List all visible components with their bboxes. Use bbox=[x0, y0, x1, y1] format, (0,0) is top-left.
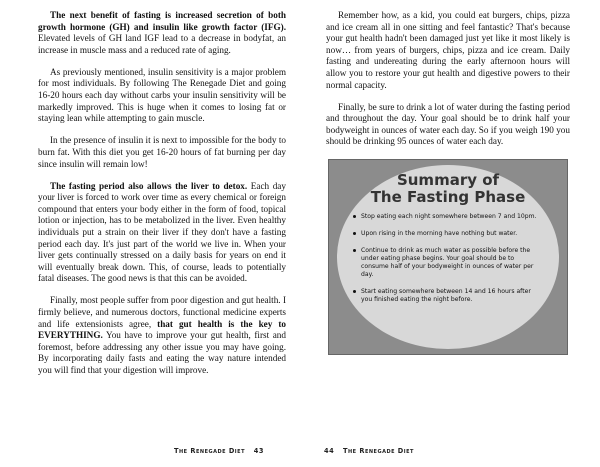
paragraph-emphasis: that gut health is the key to EVERYTHING. bbox=[38, 318, 286, 341]
paragraph: Remember how, as a kid, you could eat burgers, chips, pizza and ice cream all in one sitting and feel fantastic? That's because your gut health hadn't been damaged just yet like it most likely is now… from years of burgers, chips, pizza and ice cream. Daily fasting and undereating during the early afternoon hours will allow you to restore your gut health and digestive powers to their normal capacity. bbox=[326, 10, 570, 90]
summary-item-text: Upon rising in the morning have nothing but water. bbox=[361, 229, 518, 237]
running-title: The Renegade Diet bbox=[342, 447, 414, 455]
paragraph bbox=[38, 10, 286, 56]
paragraph: Finally, be sure to drink a lot of water during the fasting period and throughout the day. Your goal should be to drink half your bodyweight in ounces of water each day. So if you weigh 190 you should be drinking 95 ounces of water each day. bbox=[326, 101, 570, 147]
page-number: 43 bbox=[253, 447, 264, 455]
summary-item-text: Start eating somewhere between 14 and 16 hours after you finished eating the night before. bbox=[361, 287, 531, 303]
summary-item bbox=[353, 230, 543, 238]
paragraph-lead: The next benefit of fasting is increased secretion of both growth hormone (GH) and insulin like growth factor (IFG). bbox=[38, 10, 286, 32]
summary-item bbox=[353, 288, 543, 304]
right-page-text bbox=[326, 10, 570, 148]
paragraph-text: Finally, most people suffer from poor digestion and gut health. I firmly believe, and numerous doctors, functional medicine experts and life extensionists agree, bbox=[38, 295, 286, 329]
summary-item bbox=[353, 213, 543, 221]
summary-item-text: Continue to drink as much water as possible before the under eating phase begins. Your goal should be to consume half of your bodyweight in ounces of water per day. bbox=[361, 246, 534, 278]
paragraph-text: You have to improve your gut health, first and foremost, before addressing any other issue you may have going. By incorporating daily fasts and eating the way nature intended you will find that your digestion will improve. bbox=[38, 330, 286, 376]
bullet-icon bbox=[353, 215, 356, 218]
summary-title-line2: The Fasting Phase bbox=[370, 187, 526, 206]
page-number: 44 bbox=[324, 447, 335, 455]
paragraph: As previously mentioned, insulin sensitivity is a major problem for most individuals. By following The Renegade Diet and going 16-20 hours each day without carbs your insulin sensitivity will be markedly improved. This is huge when it comes to losing fat or staying lean while attempting to gain muscle. bbox=[38, 66, 286, 124]
footer-left bbox=[174, 447, 270, 455]
paragraph bbox=[38, 295, 286, 376]
summary-title-line1: Summary of bbox=[396, 170, 500, 189]
footer-right bbox=[318, 447, 414, 455]
paragraph-text: Elevated levels of GH land IGF lead to a decrease in bodyfat, an increase in muscle mass and a reduced rate of aging. bbox=[38, 33, 286, 55]
summary-title bbox=[329, 172, 567, 206]
summary-list bbox=[353, 213, 543, 313]
running-title: The Renegade Diet bbox=[174, 447, 245, 455]
paragraph bbox=[38, 181, 286, 285]
summary-item bbox=[353, 247, 543, 279]
right-page bbox=[300, 0, 600, 467]
paragraph-text: Each day your liver is forced to work over time as every chemical or foreign compound that enters your body either in the form of food, topical lotion or injection, has to be metabolized in the liver. Even healthy individuals put a strain on their liver if they don't have a fasting period each day. It's just part of the world we live in. When your liver gets continually stressed on a daily basis for years on end it will eventually break down. This, of course, leads to potentially fatal diseases. The good news is that this can be avoided. bbox=[38, 180, 286, 284]
paragraph-lead: The fasting period also allows the liver to detox. bbox=[50, 180, 248, 191]
paragraph: In the presence of insulin it is next to impossible for the body to burn fat. With this diet you get 16-20 hours of fat burning per day since insulin will remain low! bbox=[38, 135, 286, 169]
bullet-icon bbox=[353, 232, 356, 235]
summary-box bbox=[328, 159, 568, 355]
summary-item-text: Stop eating each night somewhere between 7 and 10pm. bbox=[361, 212, 537, 220]
bullet-icon bbox=[353, 290, 356, 293]
bullet-icon bbox=[353, 249, 356, 252]
left-page-text bbox=[38, 10, 286, 377]
